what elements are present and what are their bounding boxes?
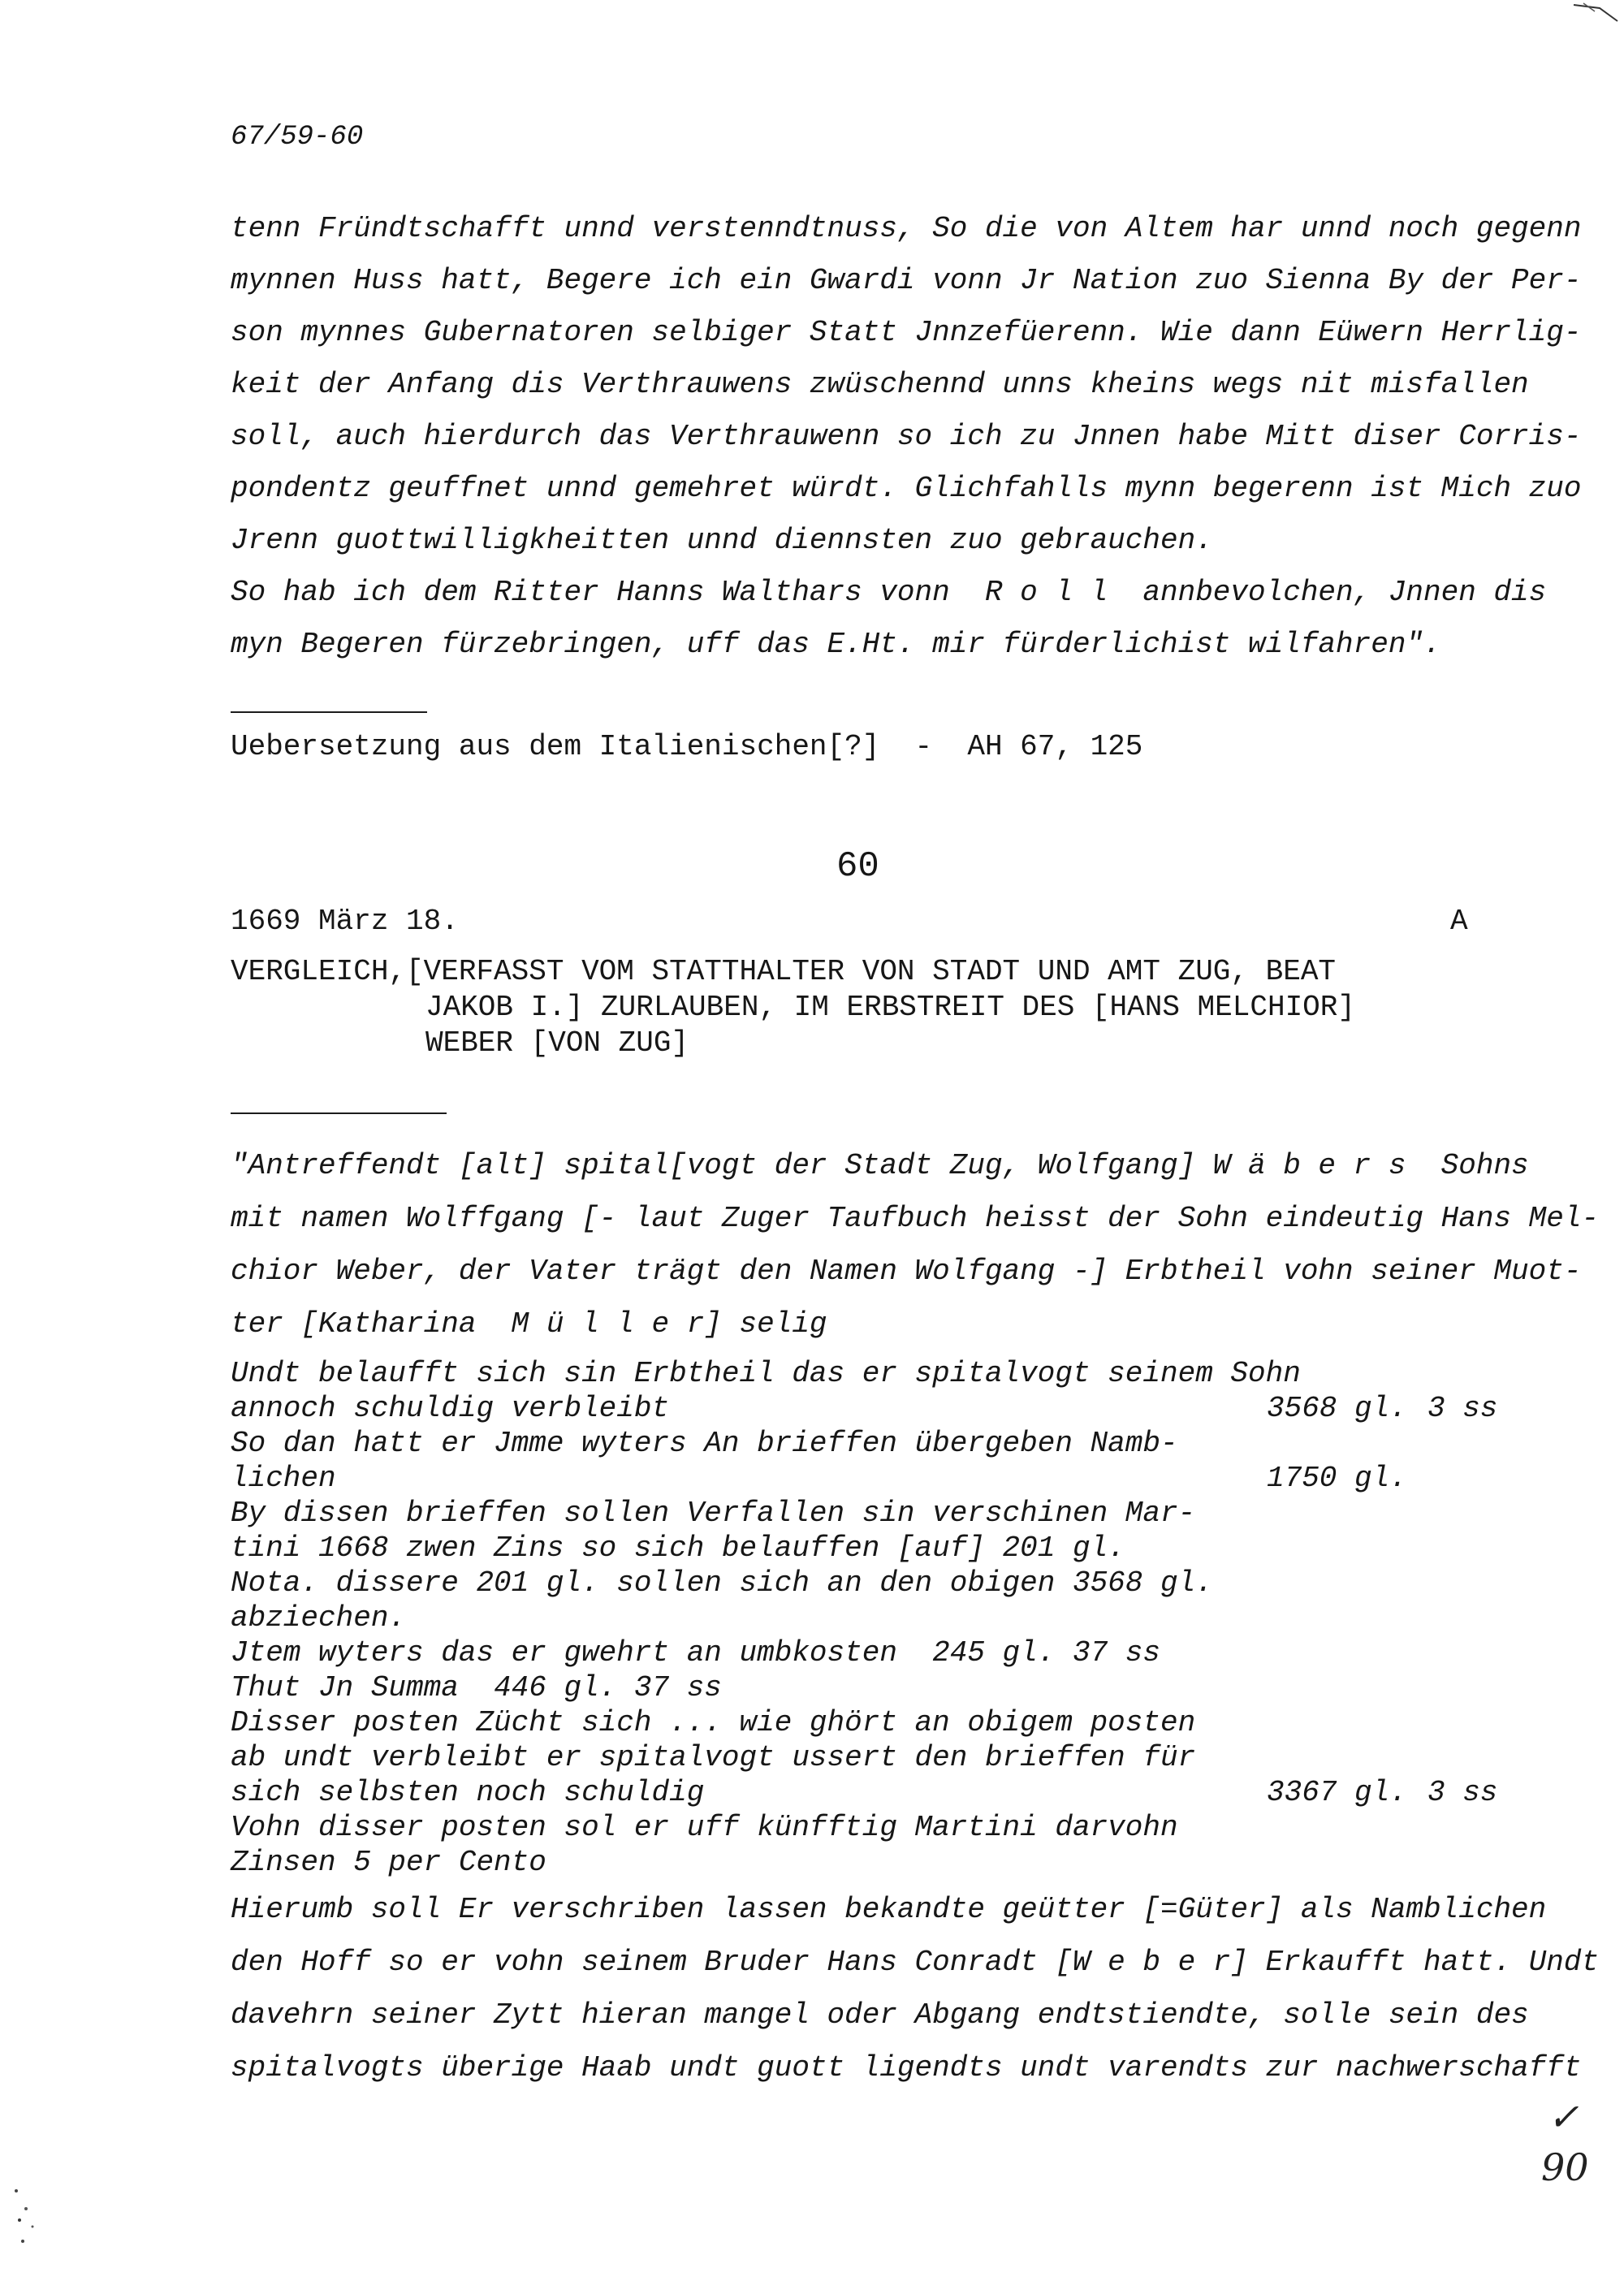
entry-number: 60 (836, 846, 879, 887)
account-line: So dan hatt er Jmme wyters An brieffen übergeben Namb- (231, 1427, 1178, 1460)
entry-date: 1669 März 18. (231, 905, 459, 938)
account-line: Nota. dissere 201 gl. sollen sich an den obigen 3568 gl. (231, 1566, 1213, 1600)
footnote-divider (231, 711, 427, 713)
title-line: VERGLEICH,[VERFASST VOM STATTHALTER VON STADT UND AMT ZUG, BEAT (231, 955, 1337, 988)
handwritten-page-number: 90 (1541, 2145, 1589, 2189)
account-line: Vohn disser posten sol er uff künfftig Martini darvohn (231, 1811, 1178, 1844)
check-mark-icon: ✓ (1548, 2095, 1579, 2139)
text-line: Hierumb soll Er verschriben lassen bekandte geütter [=Güter] als Namblichen (231, 1893, 1547, 1926)
text-line: mit namen Wolffgang [- laut Zuger Taufbuch heisst der Sohn eindeutig Hans Mel- (231, 1202, 1600, 1235)
amount-schilling: 3 ss (1427, 1392, 1498, 1425)
account-line: Zinsen 5 per Cento (231, 1846, 546, 1879)
text-line: ter [Katharina M ü l l e r] selig (231, 1307, 827, 1341)
account-line: Thut Jn Summa 446 gl. 37 ss (231, 1671, 722, 1704)
text-line: tenn Fründtschafft unnd verstenndtnuss, So die von Altem har unnd noch gegenn (231, 212, 1582, 245)
amount-schilling: 3 ss (1427, 1776, 1498, 1809)
footnote: Uebersetzung aus dem Italienischen[?] - AH 67, 125 (231, 730, 1143, 763)
amount-gulden: 1750 gl. (1267, 1462, 1407, 1495)
text-line: den Hoff so er vohn seinem Bruder Hans Conradt [W e b e r] Erkaufft hatt. Undt (231, 1946, 1600, 1979)
title-line: JAKOB I.] ZURLAUBEN, IM ERBSTREIT DES [HANS MELCHIOR] (425, 991, 1355, 1024)
text-line: keit der Anfang dis Verthrauwens zwüschennd unns kheins wegs nit misfallen (231, 368, 1529, 401)
page-reference: 67/59-60 (231, 122, 364, 153)
text-line: son mynnes Gubernatoren selbiger Statt Jnnzefüerenn. Wie dann Eüwern Herrlig- (231, 316, 1582, 349)
amount-gulden: 3367 gl. (1267, 1776, 1407, 1809)
title-divider (231, 1112, 447, 1114)
scan-corner-mark (1567, 0, 1624, 24)
text-line: mynnen Huss hatt, Begere ich ein Gwardi vonn Jr Nation zuo Sienna By der Per- (231, 264, 1582, 297)
account-line: abziechen. (231, 1601, 407, 1635)
text-line: soll, auch hierdurch das Verthrauwenn so ich zu Jnnen habe Mitt diser Corris- (231, 420, 1582, 453)
title-line: WEBER [VON ZUG] (425, 1026, 689, 1060)
account-line: annoch schuldig verbleibt (231, 1392, 670, 1425)
account-line: ab undt verbleibt er spitalvogt ussert den brieffen für (231, 1741, 1196, 1774)
account-line: Undt belaufft sich sin Erbtheil das er spitalvogt seinem Sohn (231, 1357, 1301, 1390)
account-line: Jtem wyters das er gwehrt an umbkosten 245 gl. 37 ss (231, 1636, 1160, 1670)
account-line: By dissen brieffen sollen Verfallen sin verschinen Mar- (231, 1497, 1196, 1530)
entry-marker: A (1450, 905, 1468, 938)
account-line: tini 1668 zwen Zins so sich belauffen [auf] 201 gl. (231, 1531, 1125, 1565)
text-line: spitalvogts überige Haab undt guott ligendts undt varendts zur nachwerschafft (231, 2051, 1582, 2084)
text-line: "Antreffendt [alt] spital[vogt der Stadt Zug, Wolfgang] W ä b e r s Sohns (231, 1149, 1529, 1182)
text-line: chior Weber, der Vater trägt den Namen Wolfgang -] Erbtheil vohn seiner Muot- (231, 1255, 1582, 1288)
scan-specks (8, 2184, 41, 2257)
text-line: myn Begeren fürzebringen, uff das E.Ht. mir fürderlichist wilfahren". (231, 628, 1441, 661)
text-line: davehrn seiner Zytt hieran mangel oder Abgang endtstiendte, solle sein des (231, 1998, 1529, 2032)
amount-gulden: 3568 gl. (1267, 1392, 1407, 1425)
text-line: Jrenn guottwilligkheitten unnd diennsten zuo gebrauchen. (231, 524, 1213, 557)
account-line: Disser posten Zücht sich ... wie ghört an obigem posten (231, 1706, 1196, 1739)
text-line: pondentz geuffnet unnd gemehret würdt. Glichfahlls mynn begerenn ist Mich zuo (231, 472, 1582, 505)
account-line: sich selbsten noch schuldig (231, 1776, 705, 1809)
account-line: lichen (231, 1462, 336, 1495)
text-line: So hab ich dem Ritter Hanns Walthars vonn R o l l annbevolchen, Jnnen dis (231, 576, 1547, 609)
